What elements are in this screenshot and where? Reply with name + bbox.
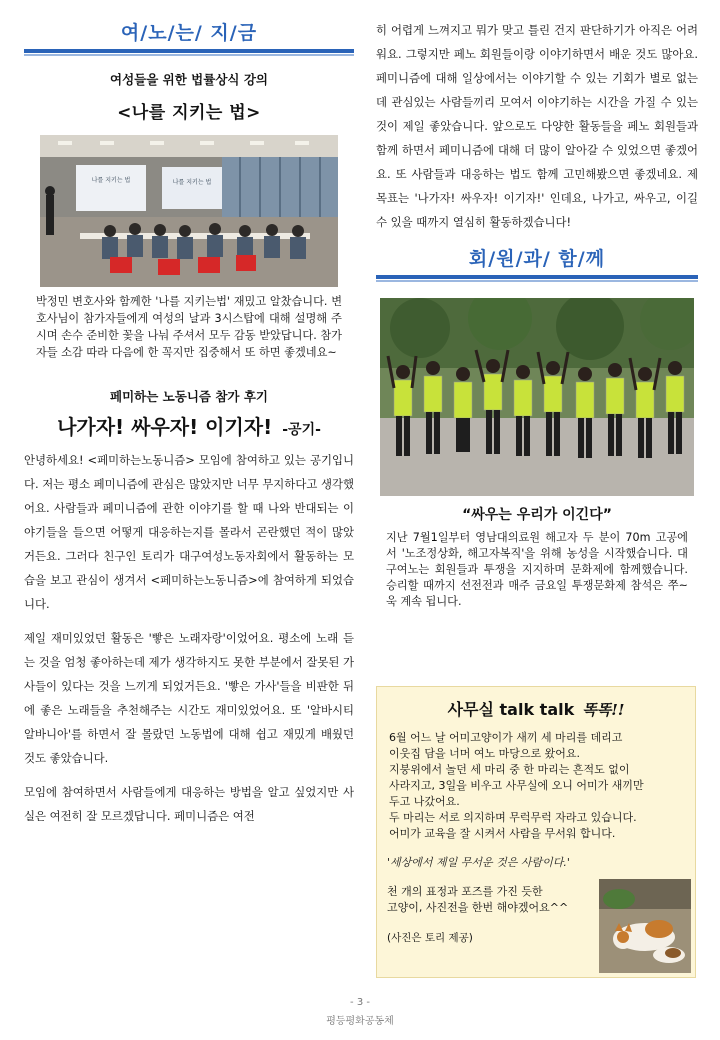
cat-photo-illustration bbox=[599, 879, 691, 973]
article2-title: 나가자! 싸우자! 이기자! bbox=[57, 415, 273, 439]
section-divider bbox=[376, 275, 698, 279]
section-divider bbox=[24, 49, 354, 53]
article2-continued-text: 히 어렵게 느껴지고 뭐가 맞고 틀린 건지 판단하기가 아직은 어려워요. 그렇지만 페노 회원들이랑 이야기하면서 배운 것도 많아요. 페미니즘에 대해 일상에서는 이야기할 수 있는 기회가 별로 없는데 관심있는 사람들끼리 모여서 이야기하는 시간을 가질 수 있는 것이 제일 좋았습니다. 앞으로도 다양한 활동들을 페노 회원들과 함께 하면서 페미니즘에 대해 더 많이 알아갈 수 있었으면 좋겠어요. 또 사람들과 대응하는 법도 함께 고민해봤으면 좋겠네요. 제 목표는 '나가자! 싸우자! 이기자!' 인데요, 나가고, 싸우고, 이길 수 있을 때까지 열심히 활동하겠습니다! bbox=[376, 23, 698, 229]
section-title: 회/원/과/ 함/께 bbox=[468, 248, 606, 270]
talk-line: 어미가 교육을 잘 시켜서 사람을 무서워 합니다. bbox=[389, 827, 616, 840]
cat-photo bbox=[599, 879, 691, 973]
rally-caption: 지난 7월1일부터 영남대의료원 해고자 두 분이 70m 고공에서 '노조정상화, 해고자복직'을 위해 농성을 시작했습니다. 대구여노는 회원들과 투쟁을 지지하며 문화제에 함께했습니다. 승리할 때까지 선전전과 매주 금요일 투쟁문화제 참석은 쭈~욱 계속 됩니다. bbox=[386, 531, 688, 608]
left-column bbox=[24, 18, 354, 828]
section-header-now bbox=[24, 18, 354, 56]
article2-paragraph: 모임에 참여하면서 사람들에게 대응하는 방법을 알고 싶었지만 사실은 여전히 잘 모르겠답니다. 페미니즘은 여전 bbox=[24, 785, 354, 823]
article1-subtitle: 여성들을 위한 법률상식 강의 bbox=[110, 72, 268, 87]
talk-text bbox=[387, 730, 685, 842]
talk-line: 두 마리는 서로 의지하며 무럭무럭 자라고 있습니다. bbox=[389, 811, 637, 824]
talk-quote: '세상에서 제일 무서운 것은 사람이다.' bbox=[387, 856, 570, 869]
photo-credit: (사진은 토리 제공) bbox=[387, 932, 473, 944]
talk-line: 이웃집 담을 너머 여노 마당으로 왔어요. bbox=[389, 747, 580, 760]
footer-org: 평등평화공동체 bbox=[326, 1016, 394, 1027]
talk-title-row bbox=[387, 697, 685, 720]
rally-quote: “싸우는 우리가 이긴다” bbox=[462, 507, 612, 523]
lecture-photo bbox=[40, 135, 338, 287]
article2-paragraph: 안녕하세요! <페미하는노동니즘> 모임에 참여하고 있는 공기입니다. 저는 평소 페미니즘에 관심은 많았지만 너무 무지하다고 생각했어요. 사람들과 페미니즘에 관한 이야기를 할 때 나와 반대되는 이야기들을 들으면 어떻게 대응하는지를 몰라서 곤란했던 적이 많았거든요. 그러다 친구인 토리가 대구여성노동자회에서 활동하는 모습을 보고 관심이 생겨서 <페미하는노동니즘>에 참여하게 되었습니다. bbox=[24, 453, 354, 611]
talk-line: 6월 어느 날 어미고양이가 새끼 세 마리를 데리고 bbox=[389, 731, 623, 744]
right-column bbox=[376, 18, 698, 610]
page-number: - 3 - bbox=[350, 997, 370, 1008]
slide-text-left: 나를 지키는 법 bbox=[91, 177, 131, 184]
talk-bottom-line: 천 개의 표정과 포즈를 가진 듯한 bbox=[387, 885, 543, 898]
article2-subtitle: 페미하는 노동니즘 참가 후기 bbox=[110, 389, 268, 404]
talk-bottom-text bbox=[387, 884, 591, 916]
section-divider-shadow bbox=[376, 280, 698, 282]
article2-body bbox=[24, 448, 354, 828]
section-header-members bbox=[376, 244, 698, 282]
article1-caption: 박정민 변호사와 함께한 '나를 지키는법' 재밌고 알찼습니다. 변호사님이 참가자들에게 여성의 날과 3시스탑에 대해 설명해 주시며 손수 준비한 꽃을 나눠 주셔서 모두 감동 받았답니다. 참가자들 소감 따라 다음에 한 꼭지만 집중해서 또 하면 좋겠네요~ bbox=[36, 295, 342, 359]
talk-line: 사라지고, 3일을 비우고 사무실에 오니 어미가 새끼만 bbox=[389, 779, 644, 792]
talk-line: 두고 나갔어요. bbox=[389, 795, 460, 808]
talk-title: 사무실 talk talk bbox=[447, 700, 575, 719]
rally-photo-illustration bbox=[380, 298, 694, 496]
rally-photo bbox=[380, 298, 694, 496]
section-title: 여/노/는/ 지/금 bbox=[120, 22, 258, 44]
talk-bottom-line: 고양이, 사진전을 한번 해야겠어요^^ bbox=[387, 901, 569, 914]
article2-author: -공기- bbox=[282, 422, 321, 438]
talk-line: 지붕위에서 놀던 세 마리 중 한 마리는 흔적도 없이 bbox=[389, 763, 630, 776]
office-talk-box bbox=[376, 686, 696, 978]
section-divider-shadow bbox=[24, 54, 354, 56]
lecture-photo-illustration bbox=[40, 135, 338, 287]
article2-title-row bbox=[24, 411, 354, 440]
talk-title-decoration: 똑똑!! bbox=[582, 701, 625, 719]
article1-title: <나를 지키는 법> bbox=[117, 103, 261, 123]
article2-paragraph: 제일 재미있었던 활동은 '빻은 노래자랑'이었어요. 평소에 노래 듣는 것을 엄청 좋아하는데 제가 생각하지도 못한 부분에서 잘못된 가사들이 있다는 것을 느끼게 되었거든요. '빻은 가사'들을 비판한 뒤에 좋은 노래들을 추천해주는 시간도 재미있었어요. 또 '알바시티 알바니아'를 하면서 잘 몰랐던 노동법에 대해 쉽고 재밌게 배웠던 것도 좋았습니다. bbox=[24, 631, 354, 765]
slide-text-right: 나를 지키는 법 bbox=[172, 179, 212, 186]
